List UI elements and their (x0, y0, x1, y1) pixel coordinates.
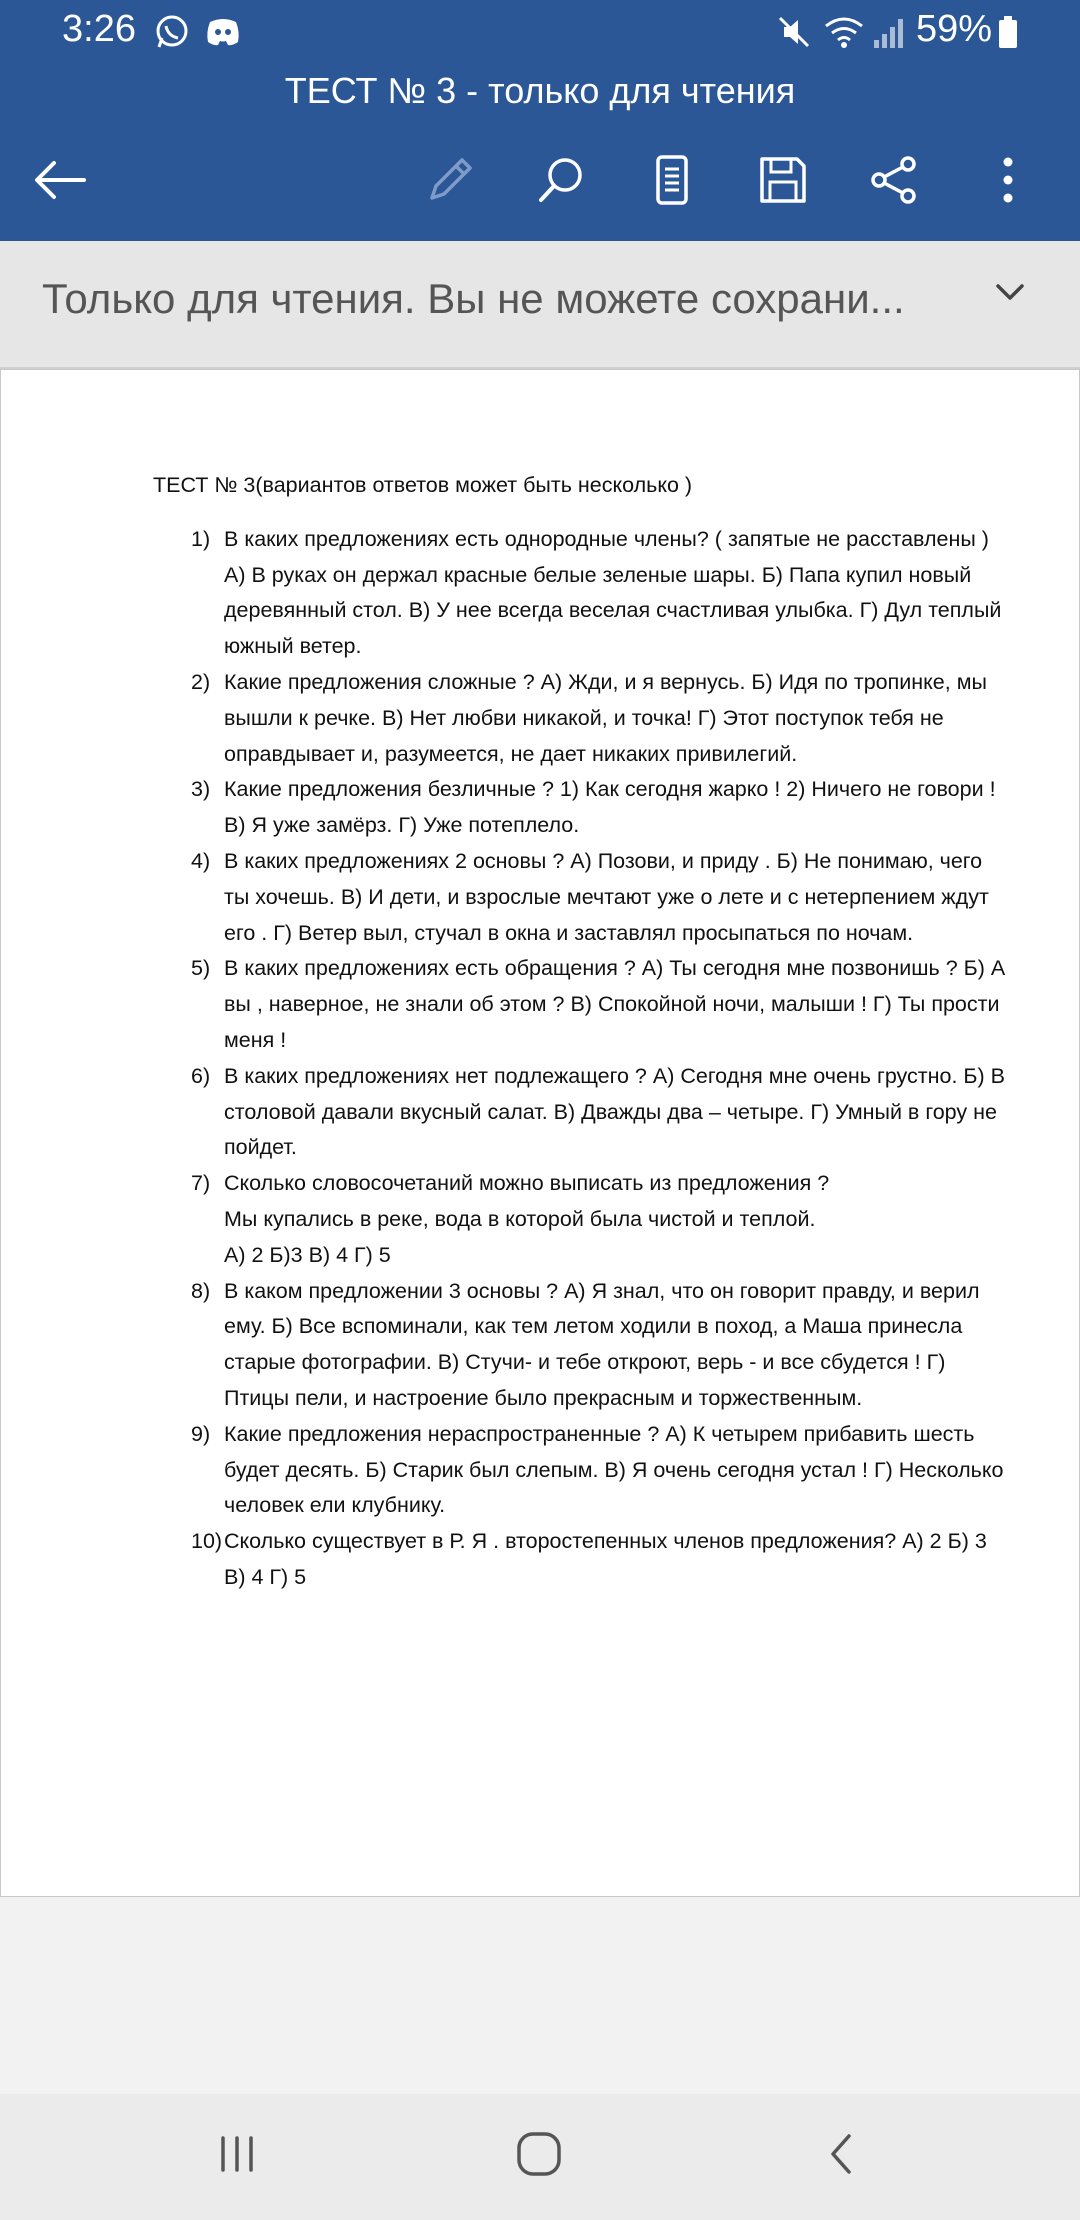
question-number: 9) (191, 1421, 211, 1446)
recent-apps-button[interactable] (192, 2114, 282, 2194)
question-2 (153, 665, 1013, 772)
question-9 (153, 1417, 1013, 1524)
system-nav-bar (0, 2094, 1080, 2220)
battery-icon (998, 14, 1018, 55)
question-number: 4) (191, 848, 211, 873)
question-number: 2) (191, 669, 211, 694)
question-text: Сколько существует в Р. Я . второстепенных членов предложения? А) 2 Б) 3 В) 4 Г) 5 (224, 1529, 987, 1589)
question-text: В каких предложениях нет подлежащего ? А) Сегодня мне очень грустно. Б) В столовой давали вкусный салат. В) Дважды два – четыре. Г) Умный в гору не пойдет. (224, 1063, 1006, 1160)
edit-pencil-icon[interactable] (420, 150, 480, 210)
read-only-message: Только для чтения. Вы не можете сохрани... (42, 275, 905, 322)
back-button[interactable] (30, 150, 90, 210)
signal-icon (872, 14, 908, 55)
question-8 (153, 1274, 1013, 1417)
test-heading: ТЕСТ № 3(вариантов ответов может быть несколько ) (153, 473, 693, 497)
document-title: ТЕСТ № 3 - только для чтения (284, 70, 796, 111)
save-icon[interactable] (753, 150, 813, 210)
chevron-down-icon[interactable] (990, 278, 1030, 311)
question-5 (153, 951, 1013, 1058)
status-bar (0, 0, 1080, 64)
question-number: 3) (191, 777, 211, 802)
wifi-icon (822, 14, 866, 55)
question-3 (153, 772, 1013, 844)
question-7 (153, 1166, 1013, 1273)
question-number: 10) (191, 1529, 223, 1554)
read-only-banner[interactable] (0, 241, 1080, 369)
question-text: Какие предложения сложные ? А) Жди, и я вернусь. Б) Идя по тропинке, мы вышли к речке. В) Нет любви никакой, и точка! Г) Этот поступок тебя не оправдывает и, разумеется, не дает никаких привилегий. (224, 669, 987, 766)
back-nav-button[interactable] (796, 2114, 886, 2194)
question-text: В каких предложениях есть однородные члены? ( запятые не расставлены ) А) В руках он держал красные белые зеленые шары. Б) Папа купил новый деревянный стол. В) У нее всегда веселая счастливая улыбка. Г) Дул теплый южный ветер. (224, 526, 1002, 659)
question-number: 5) (191, 956, 211, 981)
document-page (0, 369, 1080, 1897)
share-icon[interactable] (864, 150, 924, 210)
app-header (0, 0, 1080, 241)
question-number: 1) (191, 526, 211, 551)
question-text: В каких предложениях есть обращения ? А) Ты сегодня мне позвонишь ? Б) А вы , наверное, не знали об этом ? В) Спокойной ночи, малыши ! Г) Ты прости меня ! (224, 956, 1006, 1052)
whatsapp-icon (154, 14, 190, 55)
question-number: 8) (191, 1278, 211, 1303)
question-number: 6) (191, 1063, 211, 1088)
question-text: В каком предложении 3 основы ? А) Я знал, что он говорит правду, и верил ему. Б) Все вспоминали, как тем летом ходили в поход, а Маша принесла старые фотографии. В) Стучи- и тебе откроют, верь - и все сбудется ! Г) Птицы пели, и настроение было прекрасным и торжественным. (224, 1278, 980, 1410)
question-6 (153, 1059, 1013, 1166)
question-10 (153, 1524, 1013, 1596)
question-text: В каких предложениях 2 основы ? А) Позови, и приду . Б) Не понимаю, чего ты хочешь. В) И дети, и взрослые мечтают уже о лете и с нетерпением ждут его . Г) Ветер выл, стучал в окна и заставлял просыпаться по ночам. (224, 848, 989, 945)
discord-icon (204, 14, 242, 55)
question-number: 7) (191, 1171, 211, 1196)
question-text: Сколько словосочетаний можно выписать из предложения ? (224, 1171, 830, 1196)
question-4 (153, 844, 1013, 951)
document-body (153, 468, 1013, 1596)
home-button[interactable] (494, 2114, 584, 2194)
search-icon[interactable] (531, 150, 591, 210)
question-1 (153, 522, 1013, 665)
question-text: Какие предложения нераспространенные ? А) К четырем прибавить шесть будет десять. Б) Старик был слепым. В) Я очень сегодня устал ! Г) Несколько человек ели клубнику. (224, 1421, 1004, 1518)
question-options: А) 2 Б)3 В) 4 Г) 5 (224, 1242, 391, 1267)
question-text: Какие предложения безличные ? 1) Как сегодня жарко ! 2) Ничего не говори ! В) Я уже замёрз. Г) Уже потеплело. (224, 777, 996, 838)
mute-icon (776, 14, 812, 55)
mobile-view-icon[interactable] (642, 150, 702, 210)
question-sentence: Мы купались в реке, вода в которой была чистой и теплой. (224, 1206, 816, 1231)
more-options-icon[interactable] (978, 150, 1038, 210)
battery-level: 59% (916, 8, 993, 50)
status-time: 3:26 (62, 8, 136, 50)
